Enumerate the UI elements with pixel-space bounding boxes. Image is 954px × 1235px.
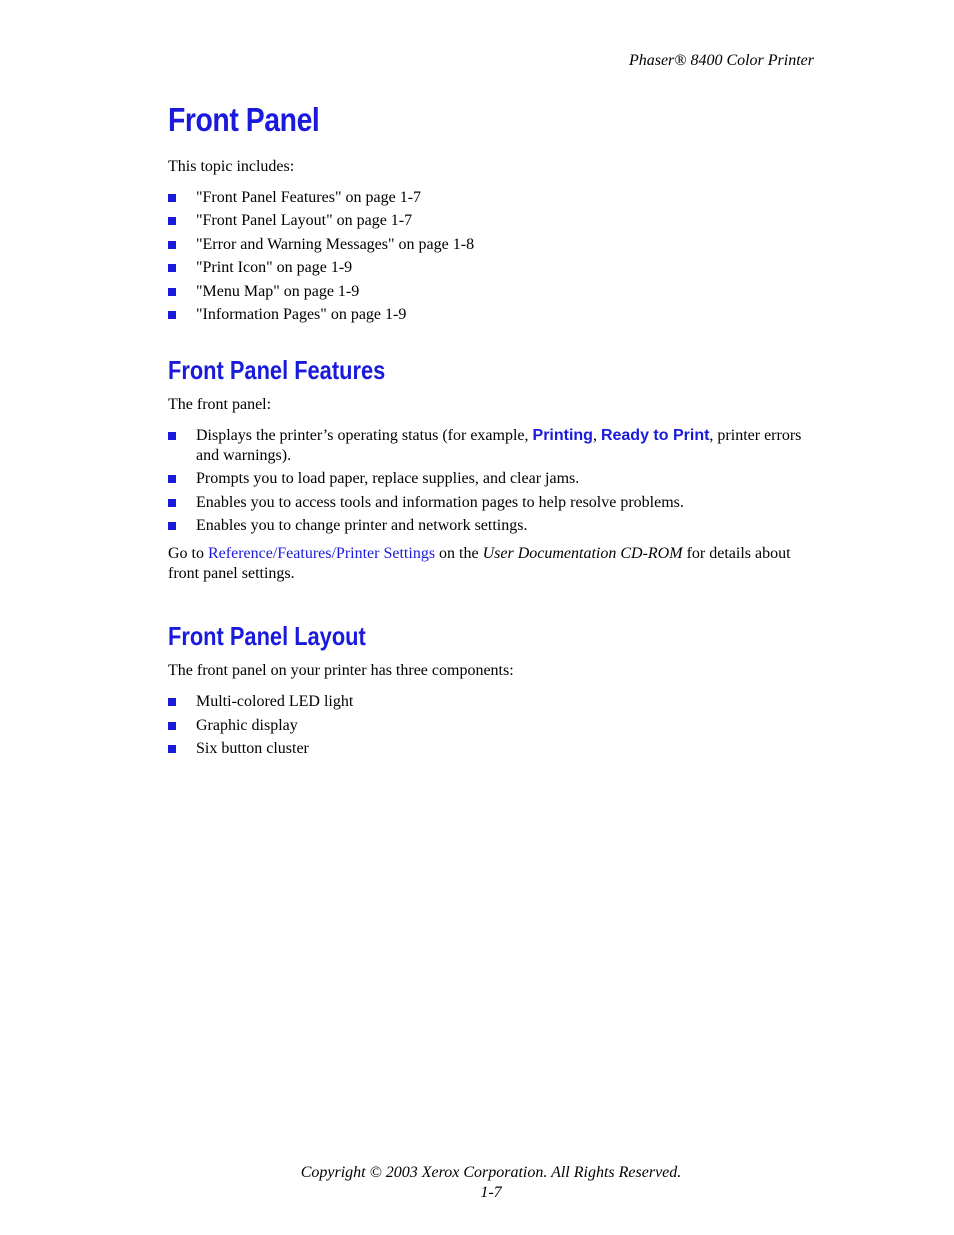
list-item: Displays the printer’s operating status (for example, Printing, Ready to Print, printer errors and warnings). [168, 426, 808, 466]
bullet-icon [168, 217, 176, 225]
page-footer [0, 1163, 954, 1203]
list-item[interactable]: "Information Pages" on page 1-9 [168, 305, 808, 325]
list-item: Prompts you to load paper, replace supplies, and clear jams. [168, 469, 808, 489]
page-number: 1-7 [480, 1184, 502, 1201]
list-item[interactable]: "Front Panel Layout" on page 1-7 [168, 211, 808, 231]
reference-link[interactable]: Reference/Features/Printer Settings [208, 545, 436, 563]
goto-paragraph: Go to Reference/Features/Printer Settings on the User Documentation CD-ROM for details about front panel settings. [168, 545, 791, 583]
running-header: Phaser® 8400 Color Printer [628, 52, 814, 69]
bullet-icon [168, 475, 176, 483]
bullet-icon [168, 264, 176, 272]
list-item[interactable]: "Menu Map" on page 1-9 [168, 282, 808, 302]
list-item: Enables you to access tools and information pages to help resolve problems. [168, 493, 808, 513]
bullet-icon [168, 194, 176, 202]
status-printing: Printing [532, 426, 593, 444]
page-content [168, 98, 808, 759]
bullet-icon [168, 432, 176, 440]
layout-list [168, 692, 808, 759]
list-item: Enables you to change printer and network settings. [168, 516, 808, 536]
intro-text: This topic includes: [168, 158, 295, 175]
bullet-icon [168, 745, 176, 753]
section-heading-layout: Front Panel Layout [168, 621, 366, 652]
copyright-text: Copyright © 2003 Xerox Corporation. All Rights Reserved. [300, 1164, 682, 1181]
bullet-icon [168, 522, 176, 530]
bullet-icon [168, 698, 176, 706]
bullet-icon [168, 499, 176, 507]
status-ready-to-print: Ready to Print [600, 426, 710, 444]
bullet-icon [168, 288, 176, 296]
page-title: Front Panel [168, 101, 320, 138]
list-item: Six button cluster [168, 739, 808, 759]
cd-rom-title: User Documentation CD-ROM [482, 545, 683, 563]
bullet-icon [168, 722, 176, 730]
list-item[interactable]: "Error and Warning Messages" on page 1-8 [168, 235, 808, 255]
list-item: Multi-colored LED light [168, 692, 808, 712]
features-list [168, 426, 808, 536]
layout-lead: The front panel on your printer has three components: [168, 662, 514, 680]
features-lead: The front panel: [168, 395, 272, 413]
list-item[interactable]: "Front Panel Features" on page 1-7 [168, 188, 808, 208]
list-item[interactable]: "Print Icon" on page 1-9 [168, 258, 808, 278]
list-item: Graphic display [168, 716, 808, 736]
topic-list [168, 188, 808, 325]
section-heading-features: Front Panel Features [168, 354, 386, 385]
bullet-icon [168, 241, 176, 249]
bullet-icon [168, 311, 176, 319]
